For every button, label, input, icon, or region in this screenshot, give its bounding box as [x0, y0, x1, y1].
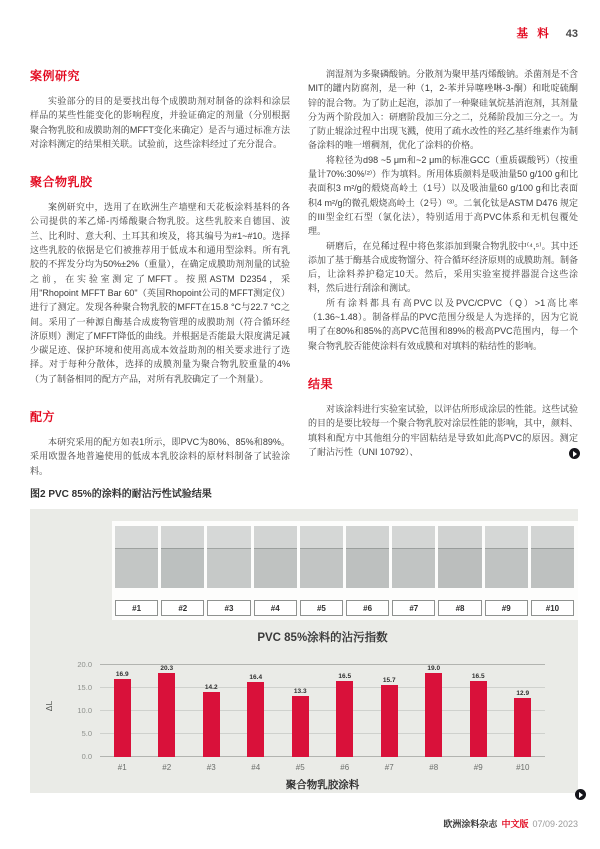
bar-slot: [278, 665, 323, 757]
panel-swatch: [254, 526, 297, 588]
bar: [114, 679, 131, 757]
panel-swatch: [438, 526, 481, 588]
swatch-clean-area: [207, 526, 250, 548]
swatch-stained-area: [392, 548, 435, 588]
paragraph-formulation: 本研究采用的配方如表1所示，即PVC为80%、85%和89%。采用欧盟各地普遍使用的低成本乳胶涂料的原材料制备了试验涂料。: [30, 437, 290, 476]
bar-slot: [189, 665, 234, 757]
y-tick-label: 0.0: [81, 752, 92, 761]
swatch-photo-band: [112, 521, 578, 620]
swatch-clean-area: [392, 526, 435, 548]
swatch-label: #9: [485, 600, 528, 616]
panel-swatch: [207, 526, 250, 588]
x-tick-label: #7: [384, 763, 394, 772]
swatch-clean-area: [438, 526, 481, 548]
swatch-clean-area: [531, 526, 574, 548]
bar: [470, 681, 487, 757]
paragraph-filler: 将粒径为d98 ~5 μm和~2 μm的标准GCC（重质碳酸钙）（按重量计70%:30%⁽²⁾）作为填料。所用体质颜料是吸油量50 g/100 g和比表面积3 m²/g的煅烧高岭土（1号）以及吸油量60 g/100 g和比表面积4 m²/g的微孔煅烧高岭土（2号）⁽³⁾。二氧化钛是ASTM D476 规定的III型金红石型（氯化法），特别适用于高PVC体系和无机包覆处理。: [308, 154, 578, 237]
section-label: 基 料: [516, 28, 552, 40]
chart-plot: [77, 660, 545, 761]
text-columns: [30, 67, 578, 479]
bar: [292, 696, 309, 757]
swatch-stained-area: [254, 548, 297, 588]
edition-label: 中文版: [501, 819, 529, 829]
bar: [247, 682, 264, 757]
bar-slot: [412, 665, 457, 757]
left-column: [30, 67, 290, 478]
bar-value-label: 19.0: [427, 665, 441, 672]
bar: [203, 692, 220, 757]
issue-date: 07/09·2023: [532, 819, 578, 829]
swatch-clean-area: [254, 526, 297, 548]
bar-value-label: 16.4: [249, 673, 263, 681]
swatch-label: #6: [346, 600, 389, 616]
swatch-stained-area: [161, 548, 204, 588]
bar: [336, 681, 353, 757]
swatch-clean-area: [485, 526, 528, 548]
x-tick-label: #6: [340, 763, 350, 772]
swatch-label: #3: [207, 600, 250, 616]
bar-value-label: 20.3: [160, 665, 174, 672]
bars-row: [100, 665, 545, 757]
swatch-stained-area: [115, 548, 158, 588]
swatch-labels: [115, 600, 574, 616]
swatch-label: #10: [531, 600, 574, 616]
swatch-clean-area: [300, 526, 343, 548]
swatch-stained-area: [485, 548, 528, 588]
bar-slot: [323, 665, 368, 757]
chart-title: PVC 85%涂料的沾污指数: [257, 632, 388, 644]
bar-slot: [501, 665, 546, 757]
figure-panel: [30, 509, 578, 793]
x-tick-label: #4: [251, 763, 261, 772]
x-tick-label: #1: [117, 763, 127, 772]
panel-swatch: [115, 526, 158, 588]
y-tick-label: 15.0: [77, 683, 92, 692]
x-tick-row: [100, 763, 545, 772]
x-tick-label: #3: [206, 763, 216, 772]
right-column: [308, 67, 578, 459]
heading-polymer-latex: 聚合物乳胶: [30, 175, 93, 190]
swatch-label: #2: [161, 600, 204, 616]
paragraph-pvc-ratio: 所有涂料都具有高PVC以及PVC/CPVC（Q）>1高比率（1.36~1.48）。制备样品的PVC范围分级是人为选择的，因为它说明了在80%和85%的高PVC范围和89%的极高PVC范围内，每一个聚合物乳胶否能使涂料有效成膜和对填料的粘结性的影响。: [308, 297, 578, 351]
x-tick-label: #5: [295, 763, 305, 772]
swatch-label: #8: [438, 600, 481, 616]
swatch-label: #1: [115, 600, 158, 616]
x-tick-label: #8: [429, 763, 439, 772]
panel-swatch: [300, 526, 343, 588]
panel-swatch: [161, 526, 204, 588]
x-tick-label: #9: [473, 763, 483, 772]
bar: [158, 673, 175, 757]
x-tick-label: #10: [516, 763, 530, 772]
swatch-clean-area: [161, 526, 204, 548]
swatch-stained-area: [438, 548, 481, 588]
x-axis-title: 聚合物乳胶涂料: [285, 779, 360, 791]
continue-arrow-icon: [569, 448, 580, 459]
bar-value-label: 15.7: [382, 676, 396, 684]
heading-results: 结果: [308, 376, 334, 391]
bar-value-label: 13.3: [293, 687, 307, 695]
page-footer: [30, 817, 578, 830]
swatch-stained-area: [300, 548, 343, 588]
page-number: 43: [565, 28, 578, 40]
figure-caption: 图2 PVC 85%的涂料的耐沾污性试验结果: [30, 489, 212, 500]
continue-arrow-icon: [575, 789, 586, 800]
swatch-clean-area: [346, 526, 389, 548]
swatch-stained-area: [207, 548, 250, 588]
paragraph-results: [308, 402, 578, 459]
panel-swatch: [392, 526, 435, 588]
swatch-strip: [115, 526, 574, 588]
page-header: [30, 25, 578, 39]
swatch-label: #7: [392, 600, 435, 616]
swatch-clean-area: [115, 526, 158, 548]
bar-slot: [367, 665, 412, 757]
swatch-label: #5: [300, 600, 343, 616]
bar-value-label: 14.2: [204, 683, 218, 691]
heading-case-study: 案例研究: [30, 69, 81, 83]
bar-value-label: 12.9: [516, 689, 530, 697]
y-axis-title: ΔL: [44, 700, 55, 712]
x-tick-label: #2: [162, 763, 172, 772]
panel-swatch: [485, 526, 528, 588]
paragraph-grinding: 研磨后，在兑稀过程中将色浆添加到聚合物乳胶中⁽⁴,⁵⁾。其中还添加了基于酶基合成废物馏分、符合循环经济原则的成膜助剂。制备后，让涂料养护稳定10天。然后，采用实验室搅拌器混合这些涂料，然后进行刮涂和测试。: [308, 240, 579, 294]
bar-value-label: 16.9: [115, 671, 129, 679]
swatch-stained-area: [531, 548, 574, 588]
paragraph-results-text: 对该涂料进行实验室试验，以评估所形成涂层的性能。这些试验的目的是要比较每一个聚合物乳胶对涂层性能的影响，其中，颜料、填料和配方中其他组分的牢固粘结是导致如此高PVC的原因。测定了耐沾污性（UNI 10792）、: [308, 403, 579, 457]
bar-slot: [145, 665, 190, 757]
bar-value-label: 16.5: [338, 673, 352, 681]
y-tick-label: 10.0: [77, 706, 92, 715]
paragraph-wetting-agent: 润湿剂为多聚磷酸钠。分散剂为聚甲基丙烯酸钠。杀菌剂是不含MIT的罐内防腐剂，是一种（1，2-苯并异噻唑啉-3-酮）和吡啶硫酮锌的混合物。为了防止起泡，添加了一种聚硅氧烷基消泡剂，其剂量分为两个阶段加入：研磨阶段加三分之二，兑稀阶段加三分之一。为了防止辊涂过程中出现飞溅，使用了疏水改性的羟乙基纤维素作为制备涂料的唯一增稠剂，优化了涂料的价格。: [308, 69, 579, 151]
bar: [425, 673, 442, 757]
bar-value-label: 16.5: [471, 673, 485, 681]
bar-slot: [456, 665, 501, 757]
panel-swatch: [531, 526, 574, 588]
bar: [381, 685, 398, 757]
journal-name: 欧洲涂料杂志: [443, 819, 498, 829]
heading-formulation: 配方: [30, 410, 56, 425]
bar: [514, 698, 531, 757]
y-tick-label: 5.0: [81, 729, 92, 738]
panel-swatch: [346, 526, 389, 588]
y-tick-label: 20.0: [77, 660, 92, 669]
swatch-stained-area: [346, 548, 389, 588]
paragraph-polymer-latex: 案例研究中，选用了在欧洲生产墙壁和天花板涂料基料的各公司提供的苯乙烯-丙烯酸聚合物乳胶。这些乳胶来自德国、波兰、比利时、意大利、土耳其和埃及，将其编号为#1~#10。选择这些乳胶的依据是它们被推荐用于低成本和通用型涂料。所有乳胶的不挥发分均为50%±2%（重量），在确定成膜助剂剂量的试验之前，在实验室测定了MFFT。按照ASTM D2354，采用"Rhopoint MFFT Bar 60"（英国Rhopoint公司的MFFT测定仪）进行了测定。发现各种聚合物乳胶的MFFT在15.8 °C与22.7 °C之间。采用了一种源自酶基合成废物管理的成膜助剂（符合循环经济原则）测定了MFFT降低的曲线。并根据是否能最大限度满足减少碳足迹、保护环境和使用高成本效益助剂的相关要求进行了选择。对于每种分散体，选择的成膜剂量为聚合物乳胶重量的4%（为了制备相同的配方产品，对所有乳胶确定了一个剂量）。: [30, 202, 290, 384]
paragraph-case-study: 实验部分的目的是要找出每个成膜助剂对制备的涂料和涂层样品的某些性能变化的影响程度，并验证确定的剂量（分别根据聚合物乳胶和成膜助剂的MFFT变化来确定）是否与通过标准方法对涂料测定的结果相关联。试验前，这些涂料经过了充分混合。: [30, 96, 290, 149]
bar-slot: [234, 665, 279, 757]
bar-slot: [100, 665, 145, 757]
swatch-label: #4: [254, 600, 297, 616]
